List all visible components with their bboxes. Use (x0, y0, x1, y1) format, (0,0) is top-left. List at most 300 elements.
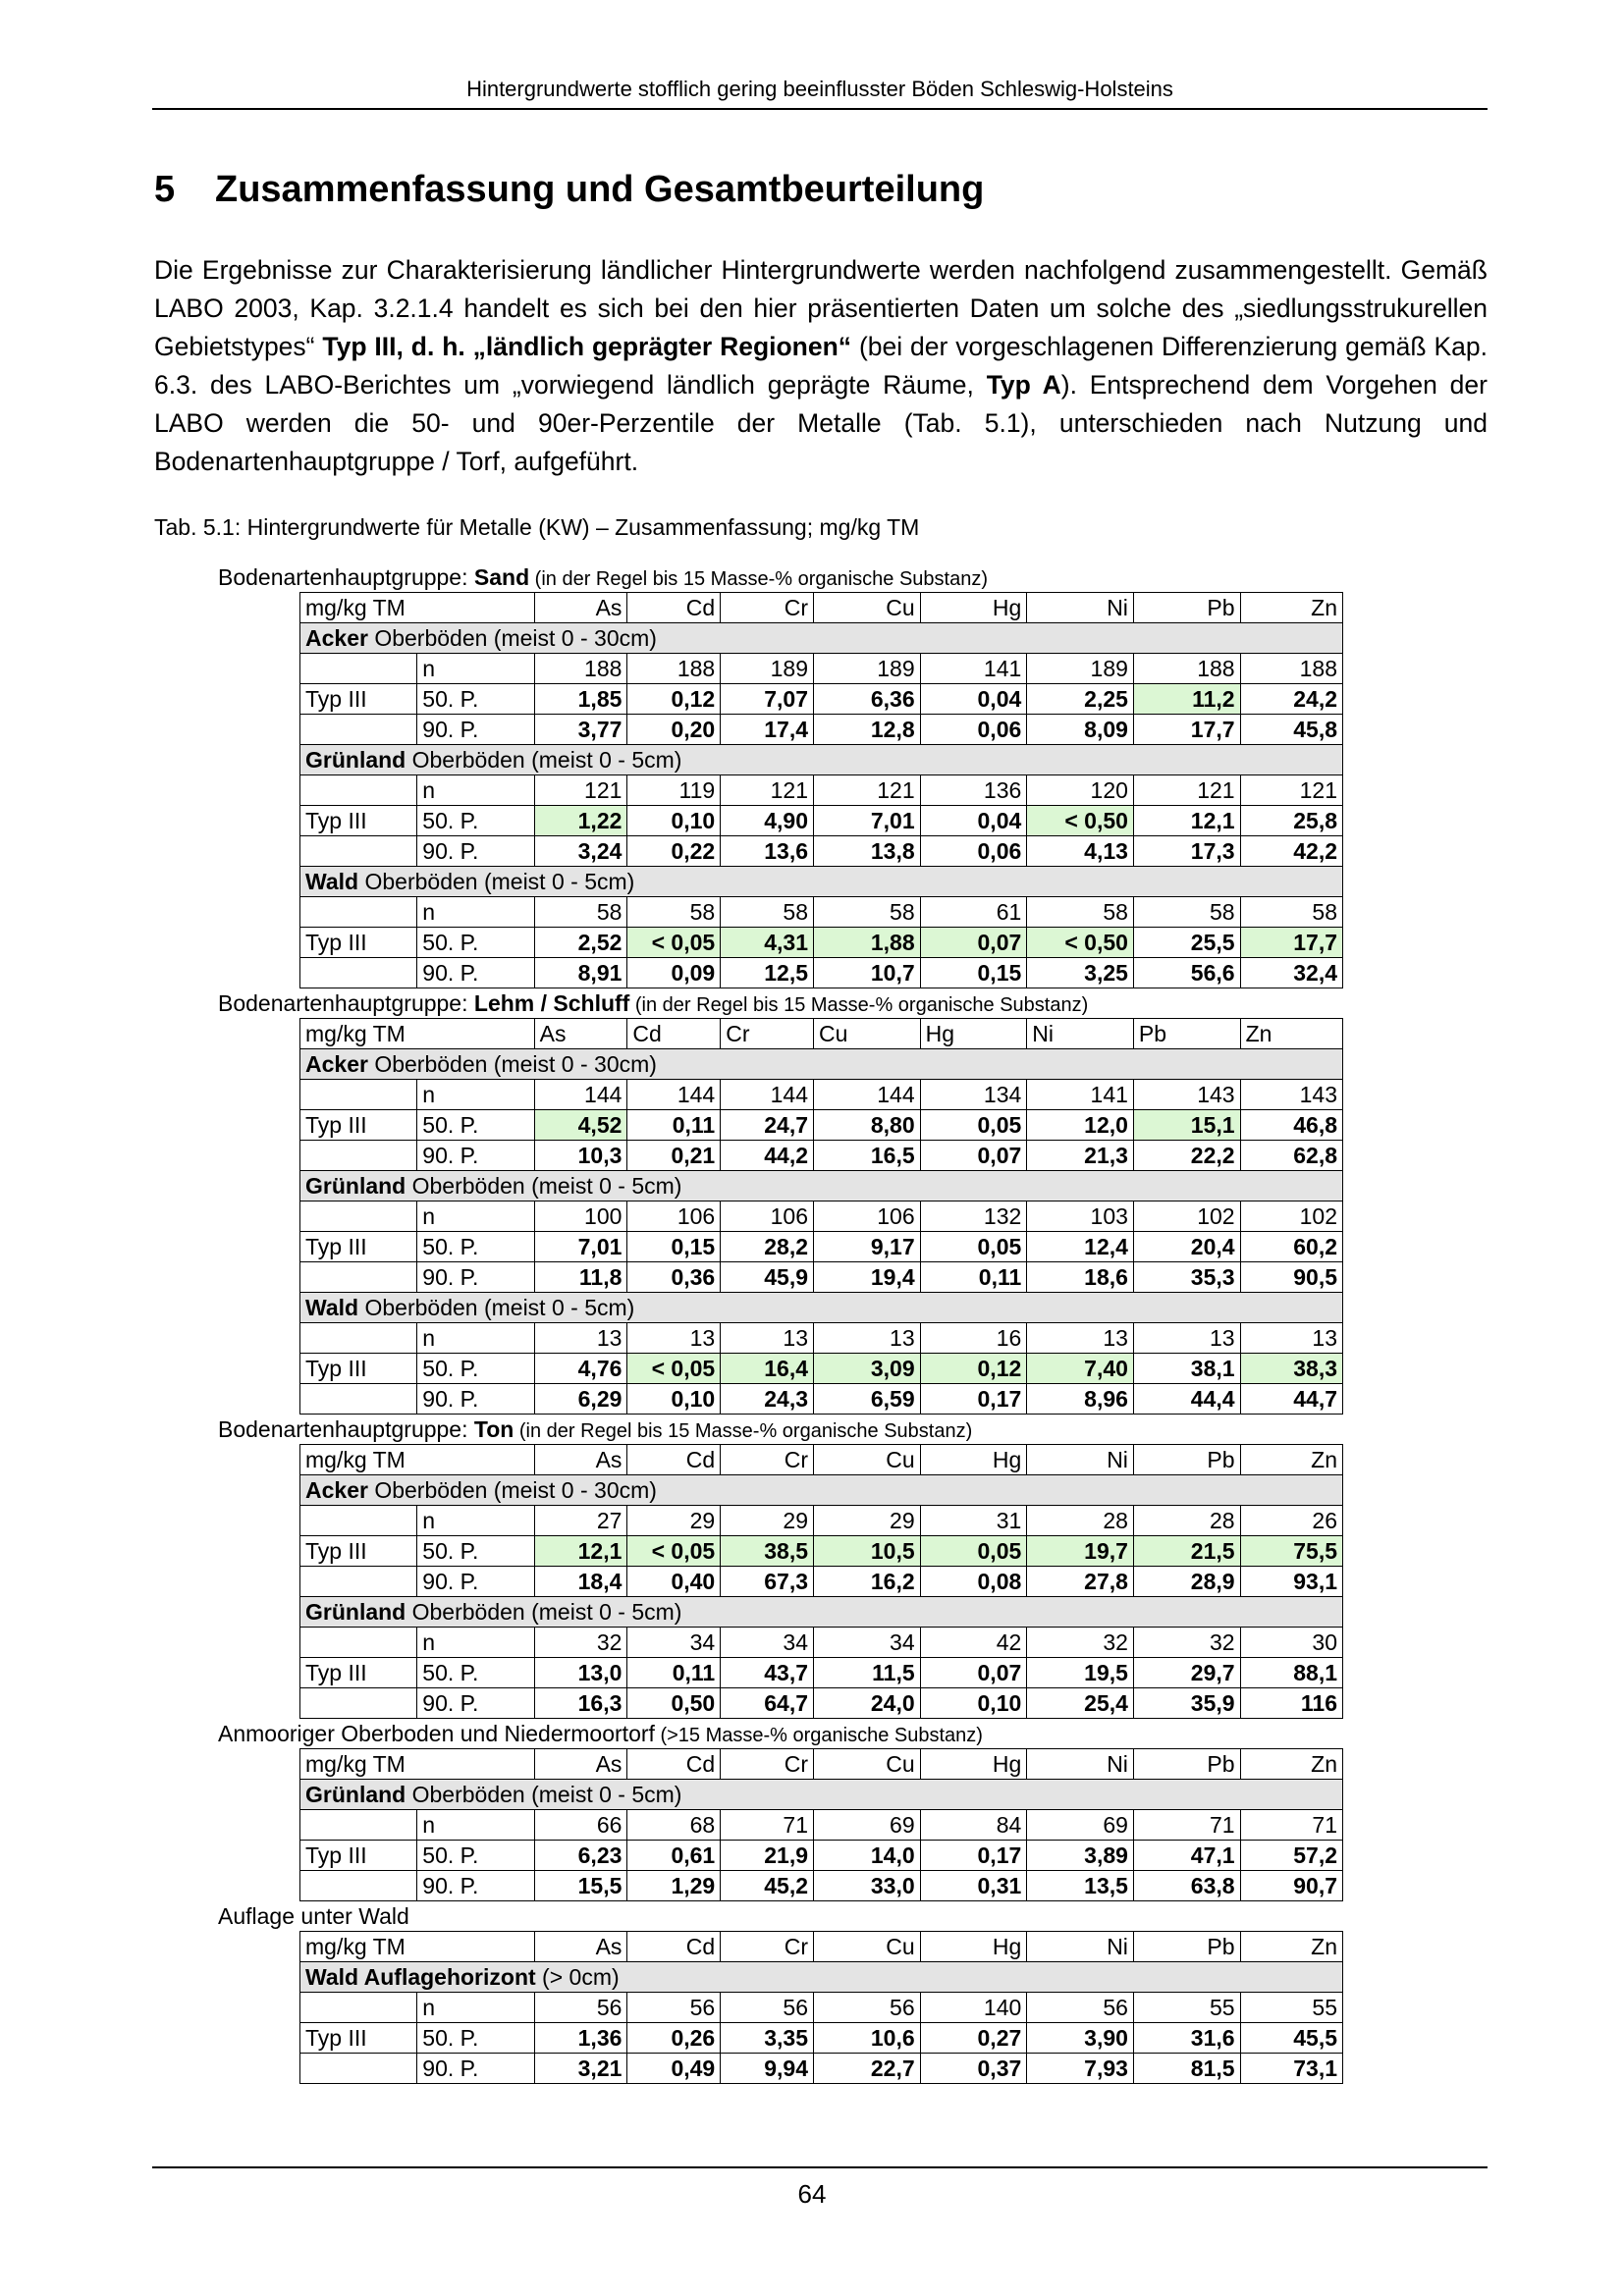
section-row (300, 1049, 1343, 1080)
section-depth: Oberböden (meist 0 - 30cm) (367, 625, 657, 651)
group-heading (218, 1901, 1347, 1931)
value-cell: 20,4 (1133, 1232, 1240, 1262)
row-label: 50. P. (417, 806, 534, 836)
value-cell: 58 (534, 897, 627, 928)
data-row (300, 1141, 1343, 1171)
data-row (300, 2023, 1343, 2054)
value-cell: 13,6 (721, 836, 814, 867)
value-cell: 12,1 (1133, 806, 1240, 836)
value-cell: 19,7 (1027, 1536, 1134, 1567)
value-cell: 116 (1240, 1688, 1342, 1719)
section-title (300, 1962, 1343, 1993)
type-label (300, 1993, 417, 2023)
value-cell: 0,50 (627, 1688, 721, 1719)
value-cell: 0,17 (920, 1384, 1027, 1415)
value-cell: 42,2 (1240, 836, 1342, 867)
data-row (300, 1871, 1343, 1901)
group-note: (in der Regel bis 15 Masse-% organische Substanz) (514, 1420, 973, 1442)
table-caption: Tab. 5.1: Hintergrundwerte für Metalle (KW) – Zusammenfassung; mg/kg TM (154, 514, 920, 540)
value-cell: 32 (534, 1628, 627, 1658)
value-cell: 22,7 (814, 2054, 921, 2084)
value-cell: 57,2 (1240, 1841, 1342, 1871)
value-cell: 121 (721, 775, 814, 806)
value-cell: 58 (814, 897, 921, 928)
metal-header: Hg (920, 1749, 1027, 1780)
intro-text-3: ). Entsprechend dem Vorgehen der LABO werden die 50- und 90er-Perzentile der Metalle (Tab. 5.1), unterschieden nach Nutzung und Bodenartenhauptgruppe / Torf, aufgeführt. (154, 370, 1488, 476)
metal-header: Cr (721, 1019, 814, 1049)
value-cell: 3,90 (1027, 2023, 1134, 2054)
data-row (300, 1658, 1343, 1688)
metal-header: Zn (1240, 1932, 1342, 1962)
value-cell: 0,04 (920, 684, 1027, 715)
value-cell: 75,5 (1240, 1536, 1342, 1567)
value-cell: 4,13 (1027, 836, 1134, 867)
value-cell: 0,31 (920, 1871, 1027, 1901)
value-cell: 144 (534, 1080, 627, 1110)
running-header: Hintergrundwerte stofflich gering beeinflusster Böden Schleswig-Holsteins (466, 77, 1173, 101)
row-label: 90. P. (417, 1871, 534, 1901)
table-header-row (300, 1019, 1343, 1049)
value-cell: 3,25 (1027, 958, 1134, 988)
row-label: 50. P. (417, 1232, 534, 1262)
value-cell: 13,0 (534, 1658, 627, 1688)
metal-header: Pb (1133, 1932, 1240, 1962)
value-cell: 56,6 (1133, 958, 1240, 988)
row-label: n (417, 1810, 534, 1841)
value-cell: 141 (1027, 1080, 1134, 1110)
section-landuse: Wald (305, 869, 359, 894)
type-label (300, 1141, 417, 1171)
value-cell: 90,5 (1240, 1262, 1342, 1293)
value-cell: 71 (721, 1810, 814, 1841)
chapter-heading (154, 169, 984, 211)
metal-header: As (534, 1445, 627, 1475)
value-cell: 28,9 (1133, 1567, 1240, 1597)
value-cell: 121 (1240, 775, 1342, 806)
value-cell: 119 (627, 775, 721, 806)
row-label: 90. P. (417, 1141, 534, 1171)
metal-header: Cd (627, 1019, 721, 1049)
section-landuse: Grünland (305, 747, 406, 773)
data-row (300, 1201, 1343, 1232)
type-label: Typ III (300, 1232, 417, 1262)
value-cell: 93,1 (1240, 1567, 1342, 1597)
metal-header: Hg (920, 1445, 1027, 1475)
value-cell: 0,12 (920, 1354, 1027, 1384)
value-cell: < 0,50 (1027, 928, 1134, 958)
value-cell: 0,06 (920, 836, 1027, 867)
metal-header: Cd (627, 1445, 721, 1475)
value-cell: 27 (534, 1506, 627, 1536)
section-depth: Oberböden (meist 0 - 30cm) (367, 1477, 657, 1503)
value-cell: 31 (920, 1506, 1027, 1536)
section-row (300, 1780, 1343, 1810)
metal-header: Cr (721, 1749, 814, 1780)
value-cell: 13 (721, 1323, 814, 1354)
data-row (300, 1810, 1343, 1841)
value-cell: 121 (534, 775, 627, 806)
metal-table (299, 1444, 1343, 1719)
value-cell: 27,8 (1027, 1567, 1134, 1597)
value-cell: 47,1 (1133, 1841, 1240, 1871)
value-cell: 58 (721, 897, 814, 928)
metal-header: Pb (1133, 1019, 1240, 1049)
metal-header: Cu (814, 1749, 921, 1780)
section-landuse: Wald Auflagehorizont (305, 1964, 536, 1990)
value-cell: 189 (721, 654, 814, 684)
value-cell: 17,4 (721, 715, 814, 745)
value-cell: 188 (534, 654, 627, 684)
metal-header: Cu (814, 1932, 921, 1962)
group-prefix: Anmooriger Oberboden und Niedermoortorf (218, 1721, 655, 1746)
intro-paragraph (154, 251, 1488, 481)
value-cell: 0,27 (920, 2023, 1027, 2054)
value-cell: < 0,05 (627, 928, 721, 958)
value-cell: 11,8 (534, 1262, 627, 1293)
value-cell: 12,1 (534, 1536, 627, 1567)
row-label: 90. P. (417, 715, 534, 745)
metal-header: As (534, 1749, 627, 1780)
value-cell: 121 (1133, 775, 1240, 806)
section-row (300, 745, 1343, 775)
group-heading (218, 562, 1347, 592)
value-cell: 71 (1133, 1810, 1240, 1841)
metal-table (299, 592, 1343, 988)
value-cell: 121 (814, 775, 921, 806)
value-cell: 34 (814, 1628, 921, 1658)
value-cell: 6,29 (534, 1384, 627, 1415)
value-cell: 25,5 (1133, 928, 1240, 958)
value-cell: 1,88 (814, 928, 921, 958)
value-cell: 2,25 (1027, 684, 1134, 715)
value-cell: 3,21 (534, 2054, 627, 2084)
type-label: Typ III (300, 1658, 417, 1688)
value-cell: 0,07 (920, 928, 1027, 958)
value-cell: 189 (814, 654, 921, 684)
value-cell: 1,22 (534, 806, 627, 836)
value-cell: 56 (1027, 1993, 1134, 2023)
value-cell: 0,10 (920, 1688, 1027, 1719)
section-title (300, 1293, 1343, 1323)
value-cell: < 0,05 (627, 1536, 721, 1567)
type-label (300, 1323, 417, 1354)
value-cell: 18,6 (1027, 1262, 1134, 1293)
value-cell: 188 (1240, 654, 1342, 684)
metal-header: Ni (1027, 1749, 1134, 1780)
type-label: Typ III (300, 806, 417, 836)
type-label (300, 897, 417, 928)
metal-header: Cd (627, 1749, 721, 1780)
value-cell: 7,93 (1027, 2054, 1134, 2084)
value-cell: 3,89 (1027, 1841, 1134, 1871)
value-cell: 43,7 (721, 1658, 814, 1688)
row-label: 50. P. (417, 2023, 534, 2054)
section-depth: Oberböden (meist 0 - 5cm) (406, 1782, 682, 1807)
value-cell: 0,17 (920, 1841, 1027, 1871)
value-cell: 13 (1027, 1323, 1134, 1354)
value-cell: 0,10 (627, 1384, 721, 1415)
value-cell: 13,5 (1027, 1871, 1134, 1901)
data-row (300, 1567, 1343, 1597)
metal-header: Cu (814, 593, 921, 623)
value-cell: 188 (627, 654, 721, 684)
value-cell: 28,2 (721, 1232, 814, 1262)
value-cell: 16 (920, 1323, 1027, 1354)
unit-header: mg/kg TM (300, 1932, 535, 1962)
section-row (300, 1597, 1343, 1628)
value-cell: 14,0 (814, 1841, 921, 1871)
type-label: Typ III (300, 1536, 417, 1567)
value-cell: 73,1 (1240, 2054, 1342, 2084)
metal-header: As (534, 1932, 627, 1962)
value-cell: 68 (627, 1810, 721, 1841)
metal-table (299, 1931, 1343, 2084)
section-landuse: Grünland (305, 1599, 406, 1625)
value-cell: 7,01 (814, 806, 921, 836)
type-label (300, 1506, 417, 1536)
value-cell: 38,3 (1240, 1354, 1342, 1384)
value-cell: 28 (1133, 1506, 1240, 1536)
value-cell: 0,37 (920, 2054, 1027, 2084)
value-cell: 34 (721, 1628, 814, 1658)
row-label: n (417, 1506, 534, 1536)
value-cell: 29 (814, 1506, 921, 1536)
value-cell: 69 (1027, 1810, 1134, 1841)
value-cell: 34 (627, 1628, 721, 1658)
value-cell: 12,0 (1027, 1110, 1134, 1141)
group-heading (218, 1415, 1347, 1444)
value-cell: 103 (1027, 1201, 1134, 1232)
data-row (300, 1354, 1343, 1384)
value-cell: 144 (721, 1080, 814, 1110)
metal-header: Zn (1240, 1445, 1342, 1475)
value-cell: 44,7 (1240, 1384, 1342, 1415)
data-row (300, 654, 1343, 684)
value-cell: 0,05 (920, 1110, 1027, 1141)
value-cell: 6,23 (534, 1841, 627, 1871)
section-title (300, 1475, 1343, 1506)
section-row (300, 1475, 1343, 1506)
value-cell: 46,8 (1240, 1110, 1342, 1141)
value-cell: 64,7 (721, 1688, 814, 1719)
type-label (300, 958, 417, 988)
footer-rule (152, 2166, 1488, 2168)
group-prefix: Bodenartenhauptgruppe: (218, 564, 474, 590)
value-cell: 19,5 (1027, 1658, 1134, 1688)
value-cell: 16,2 (814, 1567, 921, 1597)
value-cell: 19,4 (814, 1262, 921, 1293)
value-cell: 8,91 (534, 958, 627, 988)
value-cell: 90,7 (1240, 1871, 1342, 1901)
value-cell: 66 (534, 1810, 627, 1841)
intro-text-1: Die Ergebnisse zur Charakterisierung ländlicher Hintergrundwerte werden nachfolgend zusammengestellt. Gemäß LABO 2003, Kap. 3.2.1.4 handelt es sich bei den hier präsentierten Daten um solche des „siedlungsstrukurellen Gebietstypes“ (154, 255, 1488, 361)
data-row (300, 775, 1343, 806)
type-label (300, 1262, 417, 1293)
value-cell: 1,85 (534, 684, 627, 715)
row-label: 90. P. (417, 1384, 534, 1415)
row-label: 50. P. (417, 928, 534, 958)
type-label (300, 1688, 417, 1719)
row-label: n (417, 1993, 534, 2023)
value-cell: 141 (920, 654, 1027, 684)
metal-header: Cd (627, 1932, 721, 1962)
value-cell: 0,06 (920, 715, 1027, 745)
section-landuse: Acker (305, 1051, 368, 1077)
value-cell: 44,4 (1133, 1384, 1240, 1415)
value-cell: 6,36 (814, 684, 921, 715)
data-row (300, 1688, 1343, 1719)
value-cell: 13 (1133, 1323, 1240, 1354)
row-label: n (417, 1080, 534, 1110)
value-cell: 58 (1240, 897, 1342, 928)
group-name: Lehm / Schluff (473, 990, 630, 1016)
metal-table (299, 1748, 1343, 1901)
value-cell: 28 (1027, 1506, 1134, 1536)
section-depth: (> 0cm) (535, 1964, 620, 1990)
value-cell: 0,09 (627, 958, 721, 988)
value-cell: 32,4 (1240, 958, 1342, 988)
value-cell: 58 (627, 897, 721, 928)
row-label: 50. P. (417, 1354, 534, 1384)
group-prefix: Bodenartenhauptgruppe: (218, 1416, 474, 1442)
value-cell: 102 (1133, 1201, 1240, 1232)
value-cell: 32 (1133, 1628, 1240, 1658)
value-cell: 0,22 (627, 836, 721, 867)
value-cell: 45,8 (1240, 715, 1342, 745)
value-cell: 42 (920, 1628, 1027, 1658)
data-row (300, 1841, 1343, 1871)
row-label: n (417, 897, 534, 928)
value-cell: 9,94 (721, 2054, 814, 2084)
section-depth: Oberböden (meist 0 - 5cm) (406, 1599, 682, 1625)
row-label: 90. P. (417, 1688, 534, 1719)
type-label: Typ III (300, 1841, 417, 1871)
value-cell: 3,77 (534, 715, 627, 745)
value-cell: 3,09 (814, 1354, 921, 1384)
value-cell: 13 (627, 1323, 721, 1354)
metal-header: Ni (1027, 1445, 1134, 1475)
value-cell: 24,3 (721, 1384, 814, 1415)
group-heading (218, 1719, 1347, 1748)
value-cell: 106 (627, 1201, 721, 1232)
value-cell: 24,0 (814, 1688, 921, 1719)
group-note: (>15 Masse-% organische Substanz) (654, 1725, 983, 1746)
value-cell: 12,8 (814, 715, 921, 745)
metal-header: Cr (721, 1932, 814, 1962)
metal-header: As (534, 1019, 627, 1049)
data-row (300, 1628, 1343, 1658)
section-title (300, 1780, 1343, 1810)
value-cell: 8,96 (1027, 1384, 1134, 1415)
value-cell: 143 (1240, 1080, 1342, 1110)
value-cell: 38,1 (1133, 1354, 1240, 1384)
value-cell: 81,5 (1133, 2054, 1240, 2084)
type-label (300, 1871, 417, 1901)
chapter-title: Zusammenfassung und Gesamtbeurteilung (215, 169, 985, 210)
section-row (300, 1293, 1343, 1323)
value-cell: 0,11 (627, 1110, 721, 1141)
data-row (300, 1506, 1343, 1536)
value-cell: 144 (814, 1080, 921, 1110)
value-cell: 106 (814, 1201, 921, 1232)
metal-header: Pb (1133, 1445, 1240, 1475)
row-label: 90. P. (417, 1567, 534, 1597)
value-cell: 9,17 (814, 1232, 921, 1262)
value-cell: 7,07 (721, 684, 814, 715)
value-cell: 11,2 (1133, 684, 1240, 715)
group-note: (in der Regel bis 15 Masse-% organische Substanz) (529, 568, 989, 590)
metal-header: As (534, 593, 627, 623)
data-row (300, 1323, 1343, 1354)
value-cell: 62,8 (1240, 1141, 1342, 1171)
data-row (300, 1080, 1343, 1110)
section-depth: Oberböden (meist 0 - 5cm) (358, 869, 635, 894)
value-cell: 132 (920, 1201, 1027, 1232)
row-label: n (417, 654, 534, 684)
type-label (300, 775, 417, 806)
type-label: Typ III (300, 2023, 417, 2054)
value-cell: 11,5 (814, 1658, 921, 1688)
value-cell: 0,07 (920, 1141, 1027, 1171)
value-cell: 63,8 (1133, 1871, 1240, 1901)
value-cell: 7,40 (1027, 1354, 1134, 1384)
section-landuse: Wald (305, 1295, 359, 1320)
metal-header: Cr (721, 593, 814, 623)
value-cell: 4,31 (721, 928, 814, 958)
value-cell: 21,5 (1133, 1536, 1240, 1567)
unit-header: mg/kg TM (300, 1749, 535, 1780)
intro-bold-2: Typ A (986, 370, 1061, 400)
type-label (300, 715, 417, 745)
data-row (300, 1384, 1343, 1415)
type-label (300, 1384, 417, 1415)
value-cell: 16,3 (534, 1688, 627, 1719)
type-label: Typ III (300, 928, 417, 958)
metal-header: Cd (627, 593, 721, 623)
value-cell: 24,2 (1240, 684, 1342, 715)
data-row (300, 684, 1343, 715)
row-label: n (417, 775, 534, 806)
row-label: 90. P. (417, 1262, 534, 1293)
group-prefix: Auflage unter Wald (218, 1903, 409, 1929)
value-cell: 32 (1027, 1628, 1134, 1658)
unit-header: mg/kg TM (300, 593, 535, 623)
section-landuse: Acker (305, 1477, 368, 1503)
row-label: 90. P. (417, 2054, 534, 2084)
value-cell: 2,52 (534, 928, 627, 958)
type-label: Typ III (300, 684, 417, 715)
metal-header: Pb (1133, 593, 1240, 623)
group-name: Sand (473, 564, 530, 590)
value-cell: 35,9 (1133, 1688, 1240, 1719)
value-cell: 21,9 (721, 1841, 814, 1871)
value-cell: 67,3 (721, 1567, 814, 1597)
type-label (300, 654, 417, 684)
value-cell: 16,5 (814, 1141, 921, 1171)
value-cell: 0,21 (627, 1141, 721, 1171)
section-depth: Oberböden (meist 0 - 5cm) (358, 1295, 635, 1320)
table-header-row (300, 593, 1343, 623)
data-row (300, 1110, 1343, 1141)
data-row (300, 958, 1343, 988)
data-row (300, 928, 1343, 958)
metal-table (299, 1018, 1343, 1415)
data-row (300, 806, 1343, 836)
value-cell: 140 (920, 1993, 1027, 2023)
value-cell: 3,24 (534, 836, 627, 867)
value-cell: 0,11 (627, 1658, 721, 1688)
row-label: 90. P. (417, 836, 534, 867)
